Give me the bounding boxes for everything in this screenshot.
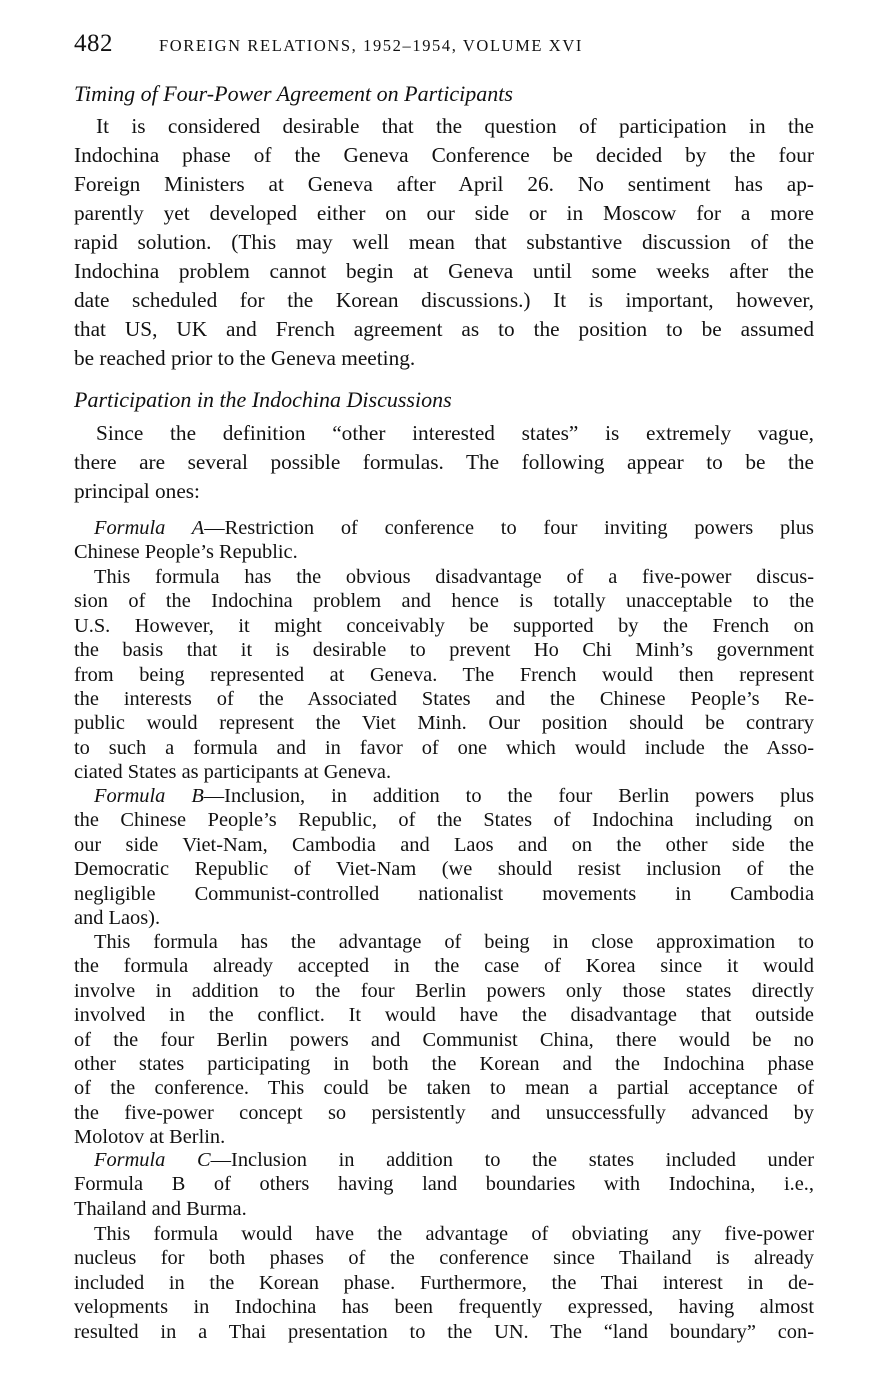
- text-line: sion of the Indochina problem and hence is totally unacceptable to the: [74, 590, 814, 613]
- text-line: involve in addition to the four Berlin powers only those states directly: [74, 979, 814, 1002]
- text-line: included in the Korean phase. Furthermore, the Thai interest in de-: [74, 1271, 814, 1294]
- formula-a-intro: [74, 516, 814, 565]
- text-line: [74, 516, 814, 540]
- text-line: of the conference. This could be taken to mean a partial acceptance of: [74, 1077, 814, 1100]
- formula-c-label: Formula C: [94, 1149, 211, 1171]
- text-line: the formula already accepted in the case of Korea since it would: [74, 955, 814, 978]
- text-line: U.S. However, it might conceivably be supported by the French on: [74, 614, 814, 637]
- text-line: ciated States as participants at Geneva.: [74, 761, 392, 784]
- text-line: of the four Berlin powers and Communist China, there would be no: [74, 1028, 814, 1051]
- text-line: Thailand and Burma.: [74, 1197, 247, 1220]
- text-line: Indochina problem cannot begin at Geneva until some weeks after the: [74, 259, 814, 283]
- formula-b-intro-text: —Inclusion, in addition to the four Berlin powers plus: [203, 785, 815, 807]
- text-line: Foreign Ministers at Geneva after April 26. No sentiment has ap-: [74, 172, 814, 196]
- paragraph-timing: [74, 112, 814, 373]
- text-line: from being represented at Geneva. The French would then represent: [74, 663, 814, 686]
- text-line: parently yet developed either on our side or in Moscow for a more: [74, 201, 814, 225]
- text-line: [74, 784, 814, 808]
- text-line: the interests of the Associated States and the Chinese People’s Re-: [74, 688, 814, 711]
- section-heading-timing: Timing of Four-Power Agreement on Participants: [74, 81, 513, 106]
- text-line: to such a formula and in favor of one which would include the Asso-: [74, 736, 814, 759]
- text-line: It is considered desirable that the question of participation in the: [96, 114, 814, 138]
- text-line: velopments in Indochina has been frequently expressed, having almost: [74, 1296, 814, 1319]
- formula-b-label: Formula B: [94, 785, 204, 807]
- text-line: other states participating in both the Korean and the Indochina phase: [74, 1053, 814, 1076]
- formula-a-intro-text: —Restriction of conference to four inviting powers plus: [204, 517, 814, 539]
- text-line: the basis that it is desirable to prevent Ho Chi Minh’s government: [74, 639, 814, 662]
- page-number: 482: [74, 30, 113, 57]
- formula-c-body: [74, 1222, 814, 1344]
- text-line: rapid solution. (This may well mean that substantive discussion of the: [74, 230, 814, 254]
- formula-c-intro: [74, 1148, 814, 1221]
- text-line: This formula has the obvious disadvantage of a five-power discus-: [94, 566, 814, 588]
- text-line: Indochina phase of the Geneva Conference be decided by the four: [74, 143, 814, 167]
- formula-b-intro: [74, 784, 814, 930]
- section-heading-participation: Participation in the Indochina Discussions: [74, 387, 452, 412]
- text-line: Since the definition “other interested states” is extremely vague,: [96, 421, 814, 445]
- text-line: [74, 1148, 814, 1172]
- page-header: [74, 30, 814, 62]
- text-line: public would represent the Viet Minh. Our position should be contrary: [74, 712, 814, 735]
- text-line: Chinese People’s Republic.: [74, 541, 298, 564]
- text-line: and Laos).: [74, 907, 161, 930]
- formula-a-body: [74, 565, 814, 785]
- text-line: Formula B of others having land boundaries with Indochina, i.e.,: [74, 1173, 814, 1196]
- text-line: our side Viet-Nam, Cambodia and Laos and on the other side the: [74, 833, 814, 856]
- text-line: be reached prior to the Geneva meeting.: [74, 346, 416, 370]
- paragraph-participation: [74, 419, 814, 506]
- text-line: that US, UK and French agreement as to the position to be assumed: [74, 317, 814, 341]
- text-line: This formula would have the advantage of obviating any five-power: [94, 1223, 814, 1245]
- text-line: the Chinese People’s Republic, of the States of Indochina including on: [74, 809, 814, 832]
- text-line: nucleus for both phases of the conference since Thailand is already: [74, 1247, 814, 1270]
- running-head: FOREIGN RELATIONS, 1952–1954, VOLUME XVI: [159, 36, 583, 55]
- text-line: negligible Communist-controlled nationalist movements in Cambodia: [74, 882, 814, 905]
- text-line: Molotov at Berlin.: [74, 1126, 226, 1149]
- formula-b-body: [74, 930, 814, 1150]
- text-line: resulted in a Thai presentation to the UN. The “land boundary” con-: [74, 1320, 814, 1343]
- text-line: date scheduled for the Korean discussions.) It is important, however,: [74, 288, 814, 312]
- text-line: involved in the conflict. It would have the disadvantage that outside: [74, 1004, 814, 1027]
- text-line: the five-power concept so persistently and unsuccessfully advanced by: [74, 1101, 814, 1124]
- text-line: principal ones:: [74, 479, 200, 503]
- text-line: there are several possible formulas. The following appear to be the: [74, 450, 814, 474]
- text-line: This formula has the advantage of being in close approximation to: [94, 931, 814, 953]
- text-line: Democratic Republic of Viet-Nam (we should resist inclusion of the: [74, 858, 814, 881]
- formula-a-label: Formula A: [94, 517, 205, 539]
- formula-c-intro-text: —Inclusion in addition to the states included under: [210, 1149, 814, 1171]
